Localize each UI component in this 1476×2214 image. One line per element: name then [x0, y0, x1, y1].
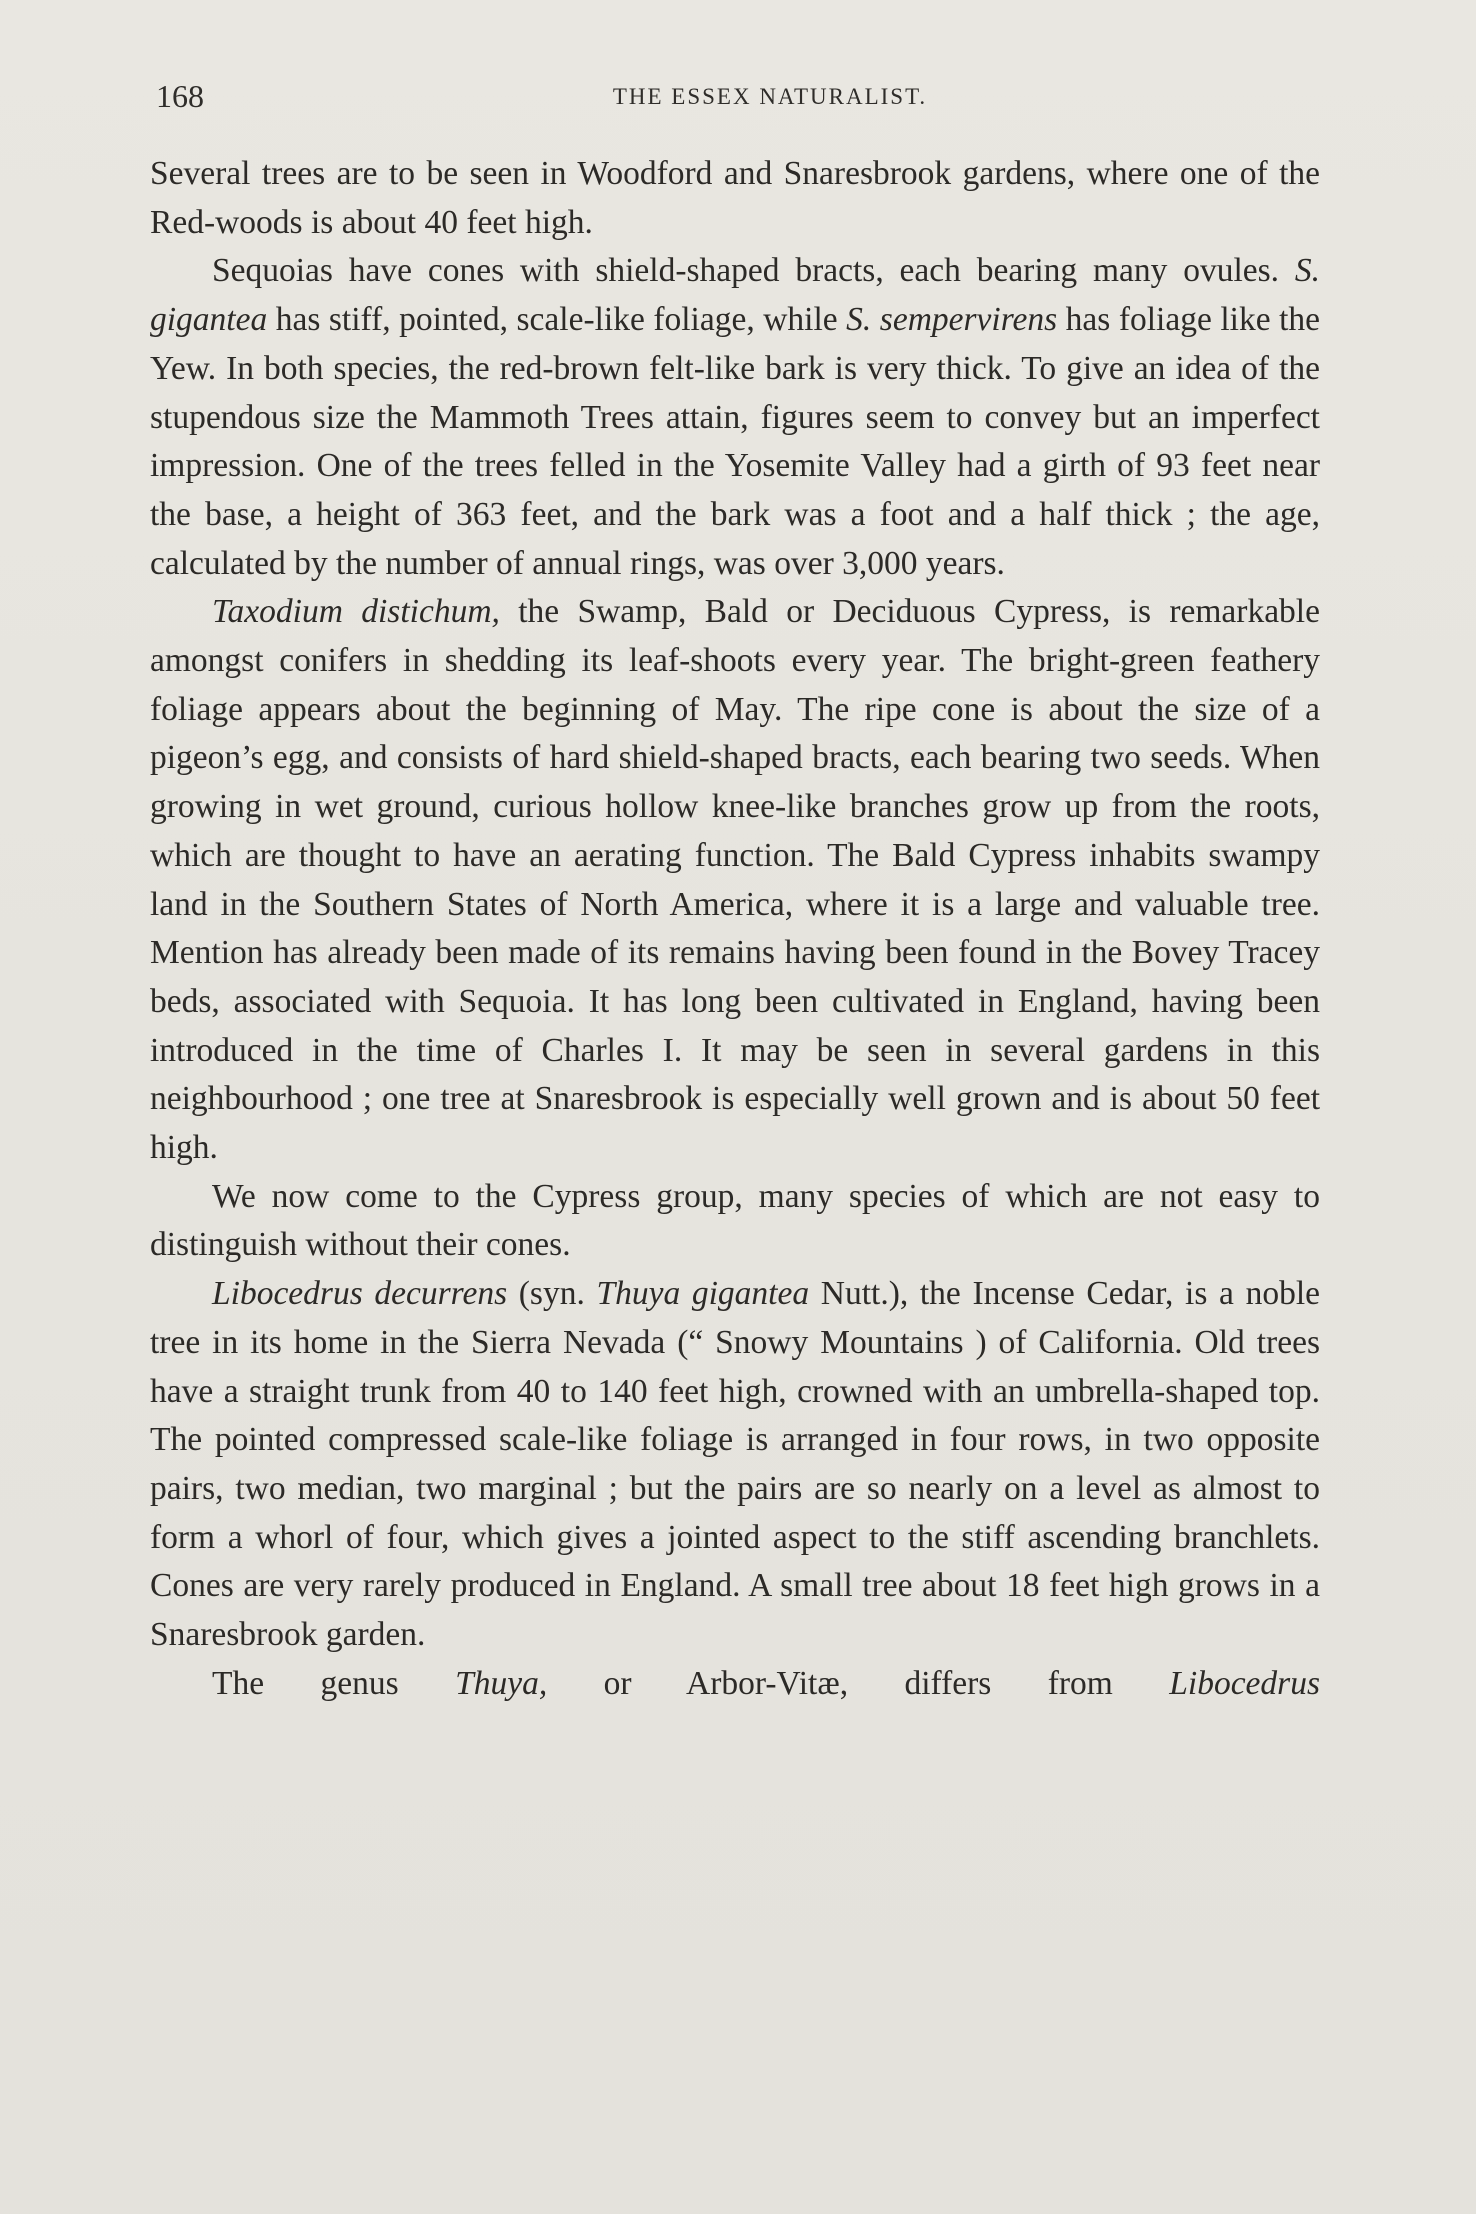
paragraph	[150, 588, 1320, 1172]
paragraph	[150, 1270, 1320, 1660]
italic-text: Thuya gigantea	[596, 1275, 810, 1313]
italic-text: Taxodium distichum,	[212, 593, 500, 631]
paragraph	[150, 1660, 1320, 1709]
text-run: or Arbor-Vitæ, differs from	[547, 1664, 1170, 1702]
italic-text: S. gigantea	[150, 252, 1320, 339]
paragraph	[150, 247, 1320, 588]
italic-text: Thuya,	[455, 1664, 548, 1702]
text-run: Nutt.), the Incense Cedar, is a noble tree in its home in the Sierra Nevada (“ Snowy Mountains ) of California. Old trees have a straight trunk from 40 to 140 feet high, crowned with an umbrella-shaped top. The pointed compressed scale-like foliage is arranged in four rows, in two opposite pairs, two median, two marginal ; but the pairs are so nearly on a level as almost to form a whorl of four, which gives a jointed aspect to the stiff ascending branchlets. Cones are very rarely produced in England. A small tree about 18 feet high grows in a Snaresbrook garden.	[150, 1275, 1320, 1654]
text-run: (syn.	[507, 1275, 597, 1313]
text-run: the Swamp, Bald or Deciduous Cypress, is remarkable amongst conifers in shedding its leaf-shoots every year. The bright-green feathery foliage appears about the beginning of May. The ripe cone is about the size of a pigeon’s egg, and consists of hard shield-shaped bracts, each bearing two seeds. When growing in wet ground, curious hollow knee-like branches grow up from the roots, which are thought to have an aerating function. The Bald Cypress inhabits swampy land in the Southern States of North America, where it is a large and valuable tree. Mention has already been made of its remains having been found in the Bovey Tracey beds, associated with Sequoia. It has long been cultivated in England, having been introduced in the time of Charles I. It may be seen in several gardens in this neighbourhood ; one tree at Snaresbrook is especially well grown and is about 50 feet high.	[150, 593, 1320, 1167]
italic-text: Libocedrus decurrens	[212, 1275, 508, 1313]
page-number: 168	[156, 78, 204, 114]
italic-text: Libocedrus	[1169, 1664, 1320, 1702]
body-text	[150, 150, 1320, 1709]
text-run: The genus	[212, 1664, 456, 1702]
paragraph	[150, 1173, 1320, 1270]
text-run: Several trees are to be seen in Woodford and Snaresbrook gardens, where one of the Red-woods is about 40 feet high.	[150, 155, 1320, 241]
text-run: We now come to the Cypress group, many species of which are not easy to distinguish without their cones.	[150, 1177, 1320, 1264]
text-run: Sequoias have cones with shield-shaped bracts, each bearing many ovules.	[212, 252, 1295, 290]
running-head: THE ESSEX NATURALIST.	[612, 84, 928, 109]
page-header	[150, 78, 1320, 118]
text-run: has stiff, pointed, scale-like foliage, while	[267, 301, 847, 339]
paragraph	[150, 150, 1320, 247]
text-run: has foliage like the Yew. In both species, the red-brown felt-like bark is very thick. To give an idea of the stupendous size the Mammoth Trees attain, figures seem to convey but an imperfect impression. One of the trees felled in the Yosemite Valley had a girth of 93 feet near the base, a height of 363 feet, and the bark was a foot and a half thick ; the age, calculated by the number of annual rings, was over 3,000 years.	[150, 301, 1321, 582]
italic-text: S. sempervirens	[846, 301, 1058, 339]
